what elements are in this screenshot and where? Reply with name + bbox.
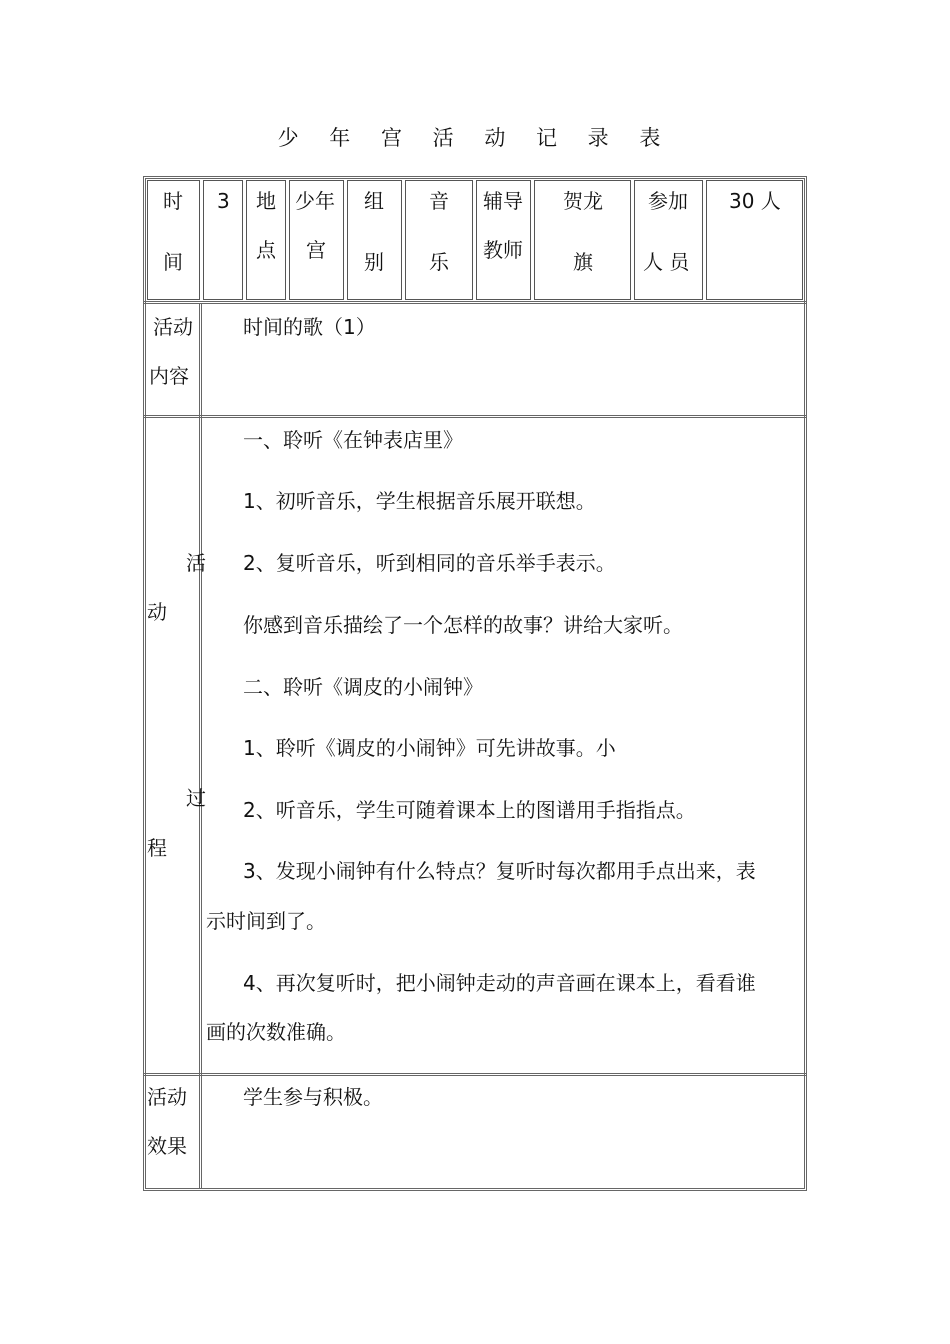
process-label: 程 xyxy=(147,836,167,860)
process-line: 示时间到了。 xyxy=(206,909,326,933)
page-title: 少 年 宫 活 动 记 录 表 xyxy=(277,126,673,150)
place-label: 地 xyxy=(256,189,276,213)
teacher-label: 辅导 xyxy=(483,189,523,213)
time-label: 间 xyxy=(163,250,183,274)
participants-label: 人 员 xyxy=(643,250,690,274)
content-label: 内容 xyxy=(149,364,189,388)
teacher-label: 教师 xyxy=(483,238,523,262)
row-divider xyxy=(143,301,807,304)
process-line: 3、发现小闹钟有什么特点？复听时每次都用手点出来，表 xyxy=(243,859,756,883)
process-line: 2、听音乐，学生可随着课本上的图谱用手指指点。 xyxy=(243,798,696,822)
group-label: 组 xyxy=(364,189,384,213)
process-line: 你感到音乐描绘了一个怎样的故事？讲给大家听。 xyxy=(243,613,683,637)
process-line: 1、聆听《调皮的小闹钟》可先讲故事。小 xyxy=(243,736,616,760)
teacher-value: 旗 xyxy=(573,250,593,274)
effect-label: 活动 xyxy=(147,1085,187,1109)
participants-value: 30 人 xyxy=(729,189,781,213)
time-label: 时 xyxy=(163,189,183,213)
place-value: 少年 xyxy=(295,189,335,213)
effect-label: 效果 xyxy=(147,1134,187,1158)
group-label: 别 xyxy=(364,250,384,274)
process-label: 过 xyxy=(186,786,206,810)
process-line: 2、复听音乐，听到相同的音乐举手表示。 xyxy=(243,551,616,575)
participants-label: 参加 xyxy=(648,189,688,213)
process-line: 4、再次复听时，把小闹钟走动的声音画在课本上，看看谁 xyxy=(243,971,756,995)
row-divider xyxy=(143,1073,807,1076)
process-label: 动 xyxy=(147,600,167,624)
process-line: 1、初听音乐，学生根据音乐展开联想。 xyxy=(243,489,596,513)
content-label: 活动 xyxy=(153,315,193,339)
effect-value: 学生参与积极。 xyxy=(243,1085,383,1109)
process-line: 一、聆听《在钟表店里》 xyxy=(243,428,463,452)
time-value: 3 xyxy=(217,189,230,213)
column-divider xyxy=(199,303,202,1189)
row-divider xyxy=(143,415,807,418)
group-value: 音 xyxy=(429,189,449,213)
group-value: 乐 xyxy=(429,250,449,274)
content-value: 时间的歌（1） xyxy=(243,315,376,339)
teacher-value: 贺龙 xyxy=(563,189,603,213)
place-value: 宫 xyxy=(306,238,326,262)
place-label: 点 xyxy=(256,238,276,262)
process-line: 二、聆听《调皮的小闹钟》 xyxy=(243,675,483,699)
process-label: 活 xyxy=(186,551,206,575)
process-line: 画的次数准确。 xyxy=(206,1020,346,1044)
